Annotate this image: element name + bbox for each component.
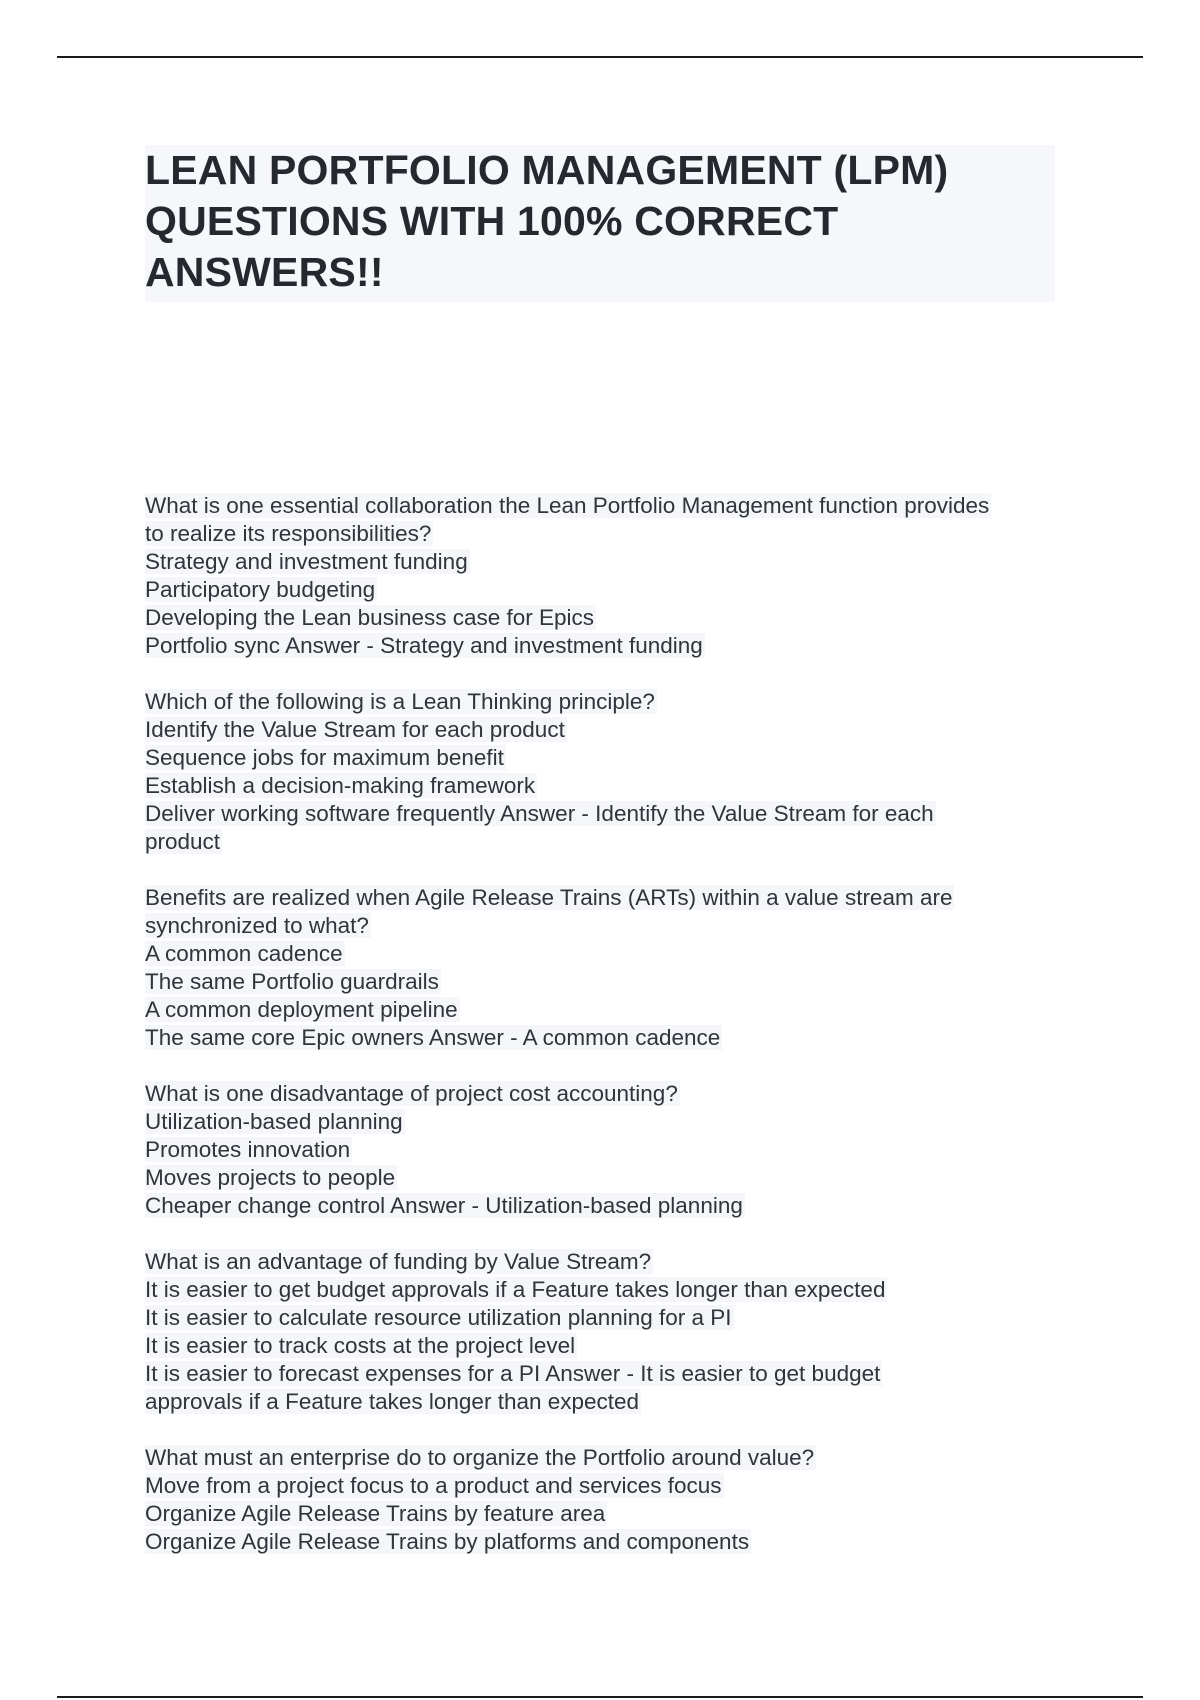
qa-line-text: Portfolio sync Answer - Strategy and investment funding [145, 633, 703, 658]
qa-line-text: Utilization-based planning [145, 1109, 403, 1134]
qa-line-text: Developing the Lean business case for Epics [145, 605, 595, 630]
qa-line-text: approvals if a Feature takes longer than expected [145, 1389, 640, 1414]
answer-option-text [145, 800, 1065, 828]
qa-line-text: Sequence jobs for maximum benefit [145, 745, 504, 770]
answer-option-text [145, 828, 1065, 856]
qa-line-text: Deliver working software frequently Answer - Identify the Value Stream for each [145, 801, 934, 826]
top-rule [57, 56, 1143, 58]
qa-line-text: Strategy and investment funding [145, 549, 468, 574]
answer-option-text [145, 1332, 1065, 1360]
answer-option-text [145, 1360, 1065, 1388]
qa-line-text: Organize Agile Release Trains by platforms and components [145, 1529, 750, 1554]
qa-line-text: Identify the Value Stream for each product [145, 717, 565, 742]
qa-line-text: to realize its responsibilities? [145, 521, 432, 546]
answer-option-text [145, 968, 1065, 996]
question-text [145, 492, 1065, 520]
answer-option-text [145, 632, 1065, 660]
qa-line-text: Organize Agile Release Trains by feature area [145, 1501, 606, 1526]
qa-line-text: The same core Epic owners Answer - A common cadence [145, 1025, 721, 1050]
question-text [145, 688, 1065, 716]
qa-line-text: Cheaper change control Answer - Utilization-based planning [145, 1193, 743, 1218]
qa-line-text: Benefits are realized when Agile Release Trains (ARTs) within a value stream are [145, 885, 953, 910]
qa-line-text: What is one disadvantage of project cost accounting? [145, 1081, 678, 1106]
answer-option-text [145, 1472, 1065, 1500]
qa-line-text: Establish a decision-making framework [145, 773, 536, 798]
qa-line-text: product [145, 829, 221, 854]
answer-option-text [145, 576, 1065, 604]
answer-option-text [145, 1388, 1065, 1416]
title-line: QUESTIONS WITH 100% CORRECT [145, 198, 839, 244]
answer-option-text [145, 1108, 1065, 1136]
qa-line-text: Which of the following is a Lean Thinking principle? [145, 689, 655, 714]
title-line: LEAN PORTFOLIO MANAGEMENT (LPM) [145, 147, 949, 193]
answer-option-text [145, 940, 1065, 968]
qa-block [145, 1080, 1065, 1220]
qa-line-text: Promotes innovation [145, 1137, 351, 1162]
qa-line-text: Moves projects to people [145, 1165, 396, 1190]
qa-line-text: A common cadence [145, 941, 343, 966]
qa-line-text: It is easier to get budget approvals if a Feature takes longer than expected [145, 1277, 886, 1302]
qa-block [145, 1444, 1065, 1556]
qa-line-text: What is one essential collaboration the Lean Portfolio Management function provides [145, 493, 990, 518]
answer-option-text [145, 744, 1065, 772]
answer-option-text [145, 772, 1065, 800]
bottom-rule [57, 1696, 1143, 1698]
answer-option-text [145, 996, 1065, 1024]
question-text [145, 884, 1065, 912]
question-answer-list [145, 492, 1065, 1584]
answer-option-text [145, 1500, 1065, 1528]
qa-line-text: Participatory budgeting [145, 577, 376, 602]
document-title [145, 145, 1055, 302]
answer-option-text [145, 1304, 1065, 1332]
qa-line-text: It is easier to track costs at the project level [145, 1333, 576, 1358]
qa-line-text: A common deployment pipeline [145, 997, 458, 1022]
question-text [145, 1080, 1065, 1108]
question-text [145, 1444, 1065, 1472]
qa-block [145, 1248, 1065, 1416]
answer-option-text [145, 604, 1065, 632]
qa-line-text: It is easier to forecast expenses for a PI Answer - It is easier to get budget [145, 1361, 881, 1386]
qa-line-text: synchronized to what? [145, 913, 369, 938]
qa-block [145, 884, 1065, 1052]
answer-option-text [145, 520, 1065, 548]
answer-option-text [145, 548, 1065, 576]
qa-line-text: It is easier to calculate resource utilization planning for a PI [145, 1305, 732, 1330]
answer-option-text [145, 1528, 1065, 1556]
answer-option-text [145, 912, 1065, 940]
answer-option-text [145, 716, 1065, 744]
answer-option-text [145, 1192, 1065, 1220]
qa-block [145, 492, 1065, 660]
qa-line-text: What is an advantage of funding by Value Stream? [145, 1249, 652, 1274]
qa-line-text: The same Portfolio guardrails [145, 969, 439, 994]
qa-line-text: Move from a project focus to a product and services focus [145, 1473, 722, 1498]
qa-line-text: What must an enterprise do to organize the Portfolio around value? [145, 1445, 815, 1470]
answer-option-text [145, 1024, 1065, 1052]
answer-option-text [145, 1164, 1065, 1192]
qa-block [145, 688, 1065, 856]
question-text [145, 1248, 1065, 1276]
title-line: ANSWERS!! [145, 249, 384, 295]
answer-option-text [145, 1136, 1065, 1164]
answer-option-text [145, 1276, 1065, 1304]
